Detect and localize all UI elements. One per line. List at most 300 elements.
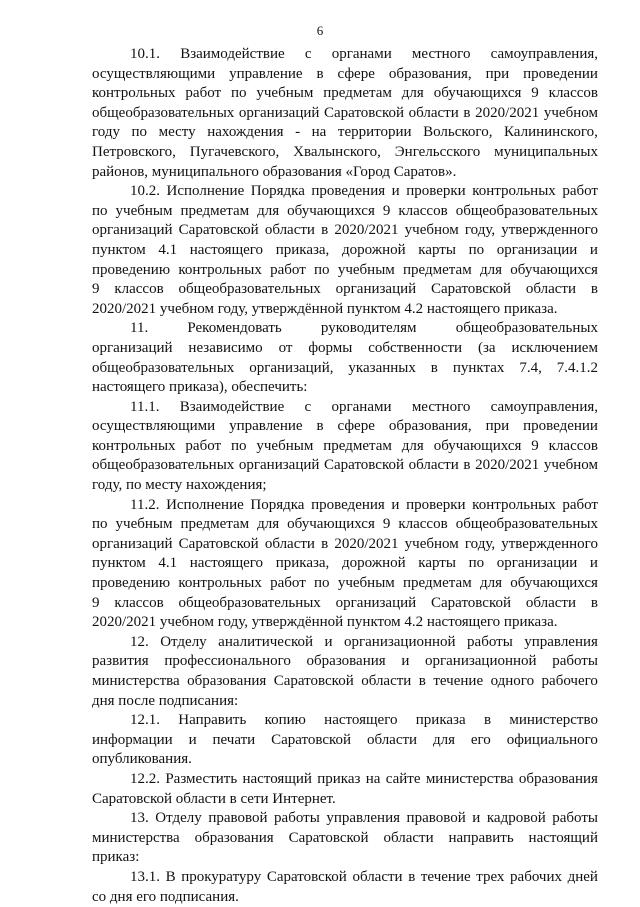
text-segment: пунктом [92, 555, 146, 572]
text-segment: по [468, 241, 485, 258]
text-segment: сфере [337, 418, 375, 435]
text-segment: области [264, 535, 315, 552]
text-segment: по [314, 261, 330, 278]
text-segment: муниципальных [494, 143, 598, 160]
text-segment: для [479, 261, 502, 278]
text-segment: при [485, 65, 510, 82]
text-segment: приказ [317, 770, 361, 787]
text-segment: организаций [238, 104, 320, 121]
text-segment: руководителям [320, 320, 417, 337]
text-segment: в [316, 418, 324, 435]
text-segment: и [391, 496, 400, 513]
text-line [92, 437, 598, 457]
text-segment: на [311, 124, 327, 141]
text-line [92, 574, 598, 594]
text-segment: Энгельсского [394, 143, 481, 160]
text-segment: настоящий [528, 829, 598, 846]
text-line [92, 104, 598, 124]
text-segment: общеобразовательных [92, 359, 235, 376]
text-segment: проведению [92, 261, 171, 278]
text-segment: проведению [92, 575, 171, 592]
text-segment: 4.1 [158, 241, 178, 258]
text-segment: независимо [188, 339, 263, 356]
text-segment: учебном [404, 222, 459, 239]
text-line [92, 241, 598, 261]
text-segment: Рекомендовать [187, 320, 282, 337]
text-segment: 12.1. [130, 712, 160, 729]
text-segment: обучающихся [433, 85, 522, 102]
text-segment: для [401, 85, 424, 102]
text-segment: предметам [323, 437, 392, 454]
text-segment: 7.4.1.2 [556, 359, 598, 376]
text-segment: министерства [425, 770, 514, 787]
text-line [92, 633, 598, 653]
text-segment: при [485, 418, 510, 435]
text-segment: настоящего [189, 555, 264, 572]
text-segment: общеобразовательных [178, 281, 321, 298]
text-segment: обучающихся [510, 575, 598, 592]
text-segment: местного [411, 398, 471, 415]
text-segment: области [264, 222, 315, 239]
text-segment: проведении [523, 65, 598, 82]
text-line [92, 261, 598, 281]
text-line [92, 848, 598, 868]
text-segment: 11.1. [130, 398, 160, 415]
text-segment: учебном [543, 457, 598, 474]
text-segment: проведении [523, 418, 598, 435]
text-segment: предметам [403, 261, 472, 278]
text-segment: году, [464, 222, 496, 239]
text-line [92, 554, 598, 574]
text-segment: учебным [256, 437, 314, 454]
text-segment: течение [420, 868, 471, 885]
text-segment: сайте [385, 770, 421, 787]
text-segment: году [92, 124, 120, 141]
text-segment: территории [337, 124, 412, 141]
text-segment: классов [548, 85, 598, 102]
text-segment: с [304, 398, 312, 415]
text-line [92, 182, 598, 202]
text-line [92, 143, 598, 163]
text-segment: самоуправления, [490, 398, 598, 415]
text-segment: сфере [337, 65, 375, 82]
text-segment: организаций [92, 339, 173, 356]
text-segment: 2020/2021 [334, 535, 399, 552]
text-segment: настоящий [242, 770, 312, 787]
text-segment: министерства [92, 673, 180, 689]
text-line [92, 594, 598, 614]
text-segment: классов [114, 594, 164, 611]
text-segment: дорожной [341, 555, 406, 572]
text-segment: аналитической [218, 633, 314, 650]
text-segment: организации [496, 555, 578, 572]
text-segment: по [131, 124, 148, 141]
text-segment: Порядка [250, 496, 305, 513]
text-segment: по [468, 555, 485, 572]
text-segment: организации [496, 241, 578, 258]
text-segment: Отделу [155, 810, 202, 827]
text-segment: 9 [531, 85, 539, 102]
text-segment: в [483, 712, 492, 729]
text-segment: собственности [368, 339, 463, 356]
text-segment: копию [264, 712, 306, 729]
text-segment: управление [229, 65, 303, 82]
text-segment: году, по месту нахождения; [92, 477, 267, 494]
text-segment: общеобразовательных [92, 104, 235, 121]
text-line [92, 339, 598, 359]
text-segment: проверки [406, 496, 466, 513]
text-segment: 9 [92, 281, 100, 298]
text-segment: 2020/2021 [334, 222, 399, 239]
text-line [92, 652, 598, 672]
text-segment: по [230, 85, 247, 102]
text-segment: осуществляющими [92, 65, 216, 82]
text-segment: области [408, 457, 459, 474]
text-line [92, 711, 598, 731]
text-segment: нахождения [207, 124, 284, 141]
text-segment: Саратовской [178, 535, 259, 552]
text-segment: - [295, 124, 301, 141]
text-segment: общеобразовательных [455, 320, 598, 337]
text-segment: обучающихся [287, 516, 375, 533]
text-segment: Разместить [165, 770, 238, 787]
text-segment: исключением [511, 339, 598, 356]
text-segment: 9 [382, 202, 391, 219]
text-line [92, 221, 598, 241]
text-segment: Саратовской [271, 731, 352, 748]
text-segment: 13.1. [130, 868, 160, 885]
text-segment: предметам [180, 516, 250, 533]
text-segment: органами [331, 398, 392, 415]
text-segment: учебном [543, 104, 598, 121]
text-segment: (за [477, 339, 496, 356]
text-segment: образования [187, 673, 267, 689]
text-segment: управления [524, 633, 598, 650]
text-segment: 10.2. [130, 183, 160, 200]
text-segment: работы [467, 633, 513, 650]
text-segment: общеобразовательных [92, 457, 235, 474]
text-segment: организаций [92, 222, 173, 239]
text-segment: работ [185, 85, 222, 102]
text-line [92, 280, 598, 300]
text-line [92, 672, 598, 692]
text-segment: министерство [509, 712, 598, 729]
text-segment: Направить [178, 712, 247, 729]
text-segment: органами [331, 46, 392, 62]
text-segment: контрольных [178, 575, 262, 592]
text-segment: 2020/2021 учебном году, утверждённой пунктом 4.2 настоящего приказа. [92, 614, 558, 631]
text-segment: общеобразовательных [178, 594, 321, 611]
text-segment: месту [158, 124, 196, 141]
text-segment: опубликования. [92, 751, 192, 768]
text-segment: развития [92, 653, 149, 670]
text-line [92, 319, 598, 339]
text-segment: официального [506, 731, 598, 748]
text-segment: осуществляющими [92, 418, 216, 435]
text-segment: 13. [130, 810, 149, 827]
text-segment: 11.2. [130, 496, 160, 513]
text-segment: Саратовской [431, 594, 512, 611]
document-body [92, 45, 598, 907]
text-segment: предметам [323, 85, 392, 102]
text-segment: в [590, 281, 598, 298]
text-segment: предметам [180, 202, 250, 219]
text-segment: Исполнение [166, 183, 245, 200]
text-segment: В [165, 868, 176, 885]
text-line [92, 398, 598, 418]
text-segment: организаций [335, 594, 417, 611]
text-segment: Саратовской области в сети Интернет. [92, 790, 336, 807]
text-segment: 7.4, [519, 359, 542, 376]
text-segment: и [188, 731, 197, 748]
text-segment: для [479, 575, 502, 592]
text-segment: 9 [531, 437, 539, 454]
text-segment: Взаимодействие [180, 46, 285, 62]
text-segment: работ [562, 496, 598, 513]
text-segment: области [352, 868, 403, 885]
text-segment: 10.1. [130, 46, 160, 62]
text-segment: классов [548, 437, 598, 454]
text-segment: году, [464, 535, 496, 552]
text-line [92, 456, 598, 476]
text-segment: Пугачевского, [189, 143, 280, 160]
text-segment: образования [518, 770, 598, 787]
text-line [92, 417, 598, 437]
text-segment: общеобразовательных [455, 516, 598, 533]
text-segment: рабочих [510, 868, 563, 885]
text-segment: работы [552, 653, 598, 670]
text-segment: Порядка [250, 183, 305, 200]
text-segment: для [401, 437, 424, 454]
text-line [92, 378, 598, 398]
text-segment: работы [552, 810, 598, 827]
text-line [92, 123, 598, 143]
text-line [92, 692, 598, 712]
text-line [92, 515, 598, 535]
text-segment: 4.1 [158, 555, 178, 572]
text-segment: Взаимодействие [179, 398, 285, 415]
text-segment: учебным [337, 575, 395, 592]
text-segment: области [525, 281, 577, 298]
text-segment: в [463, 457, 471, 474]
text-segment: карты [418, 555, 456, 572]
text-segment: в [590, 594, 598, 611]
text-line [92, 809, 598, 829]
text-segment: приказа, [275, 241, 330, 258]
text-segment: 9 [92, 594, 100, 611]
text-segment: Саратовской [288, 829, 369, 846]
text-segment: трех [476, 868, 505, 885]
text-segment: контрольных [92, 85, 176, 102]
text-line [92, 731, 598, 751]
text-segment: Калининского, [504, 124, 598, 141]
text-segment: местного [411, 46, 471, 62]
text-segment: пунктом [92, 241, 146, 258]
text-segment: в [408, 868, 416, 885]
text-segment: работы [274, 810, 320, 827]
text-segment: и [401, 653, 410, 670]
text-segment: контрольных [178, 261, 262, 278]
text-segment: по [92, 516, 108, 533]
text-segment: учебным [115, 516, 173, 533]
text-segment: 9 [382, 516, 391, 533]
text-segment: организаций [92, 535, 173, 552]
text-segment: классов [114, 281, 164, 298]
text-segment: информации [92, 731, 173, 748]
text-segment: и [391, 183, 400, 200]
text-segment: общеобразовательных [455, 202, 598, 219]
text-segment: со дня его подписания. [92, 888, 239, 905]
text-line [92, 496, 598, 516]
text-segment: контрольных [472, 183, 556, 200]
text-segment: 12.2. [130, 770, 160, 787]
text-segment: 11. [130, 320, 149, 337]
text-segment: контрольных [92, 437, 176, 454]
text-segment: организаций, [249, 359, 334, 376]
text-segment: и [472, 810, 481, 827]
text-segment: по [92, 202, 108, 219]
text-segment: проведения [311, 496, 385, 513]
text-segment: обучающихся [433, 437, 522, 454]
text-segment: в [321, 222, 329, 239]
text-segment: Отделу [160, 633, 207, 650]
text-segment: министерства [92, 829, 180, 846]
text-segment: организаций [238, 457, 320, 474]
text-segment: образования, [388, 418, 472, 435]
text-line [92, 888, 598, 907]
text-segment: и [589, 555, 598, 572]
text-line [92, 770, 598, 790]
text-segment: 12. [130, 633, 149, 650]
text-segment: кадровой [486, 810, 546, 827]
text-segment: учебным [337, 261, 395, 278]
text-segment: учебным [115, 202, 173, 219]
text-segment: карты [418, 241, 456, 258]
text-segment: в [463, 104, 471, 121]
text-segment: формы [308, 339, 353, 356]
text-segment: области [361, 673, 412, 689]
text-segment: работ [562, 183, 598, 200]
text-segment: на [365, 770, 381, 787]
text-segment: учебном [404, 535, 459, 552]
text-line [92, 65, 598, 85]
text-segment: районов, муниципального образования «Город Саратов». [92, 163, 457, 180]
text-segment: в [316, 65, 324, 82]
text-segment: Саратовской [266, 868, 347, 885]
text-segment: управление [229, 418, 303, 435]
text-segment: дней [567, 868, 598, 885]
text-segment: настоящего [189, 241, 264, 258]
text-segment: проверки [406, 183, 466, 200]
text-line [92, 829, 598, 849]
text-segment: рабочего [541, 673, 598, 689]
text-segment: его [470, 731, 491, 748]
text-segment: указанных [348, 359, 416, 376]
text-segment: предметам [403, 575, 472, 592]
text-segment: правовой [406, 810, 466, 827]
text-segment: прокуратуру [181, 868, 262, 885]
text-line [92, 45, 598, 65]
text-segment: 2020/2021 [475, 457, 540, 474]
text-segment: утвержденного [501, 222, 598, 239]
text-segment: в [430, 359, 438, 376]
text-segment: образования [306, 653, 386, 670]
text-segment: и [589, 241, 598, 258]
text-segment: управления [326, 810, 400, 827]
text-segment: области [408, 104, 459, 121]
text-segment: образования, [388, 65, 472, 82]
text-segment: контрольных [472, 496, 556, 513]
text-segment: области [383, 829, 434, 846]
text-line [92, 84, 598, 104]
text-segment: самоуправления, [490, 46, 598, 62]
text-segment: по [314, 575, 330, 592]
text-segment: организаций [335, 281, 417, 298]
text-segment: Саратовской [324, 104, 405, 121]
text-segment: печати [212, 731, 256, 748]
text-segment: Саратовской [324, 457, 405, 474]
text-segment: приказ: [92, 849, 140, 866]
text-segment: профессионального [164, 653, 291, 670]
text-segment: проведения [311, 183, 386, 200]
text-segment: классов [398, 516, 448, 533]
text-segment: обучающихся [287, 202, 375, 219]
text-segment: настоящего [324, 712, 398, 729]
text-segment: правовой [208, 810, 268, 827]
text-segment: работ [270, 261, 306, 278]
text-segment: работ [185, 437, 222, 454]
text-segment: для [257, 516, 280, 533]
text-segment: дорожной [341, 241, 406, 258]
text-line [92, 790, 598, 810]
text-segment: одного [490, 673, 535, 689]
text-segment: Саратовской [431, 281, 512, 298]
page-number: 6 [316, 23, 324, 38]
text-segment: от [278, 339, 293, 356]
text-segment: приказа, [275, 555, 330, 572]
text-segment: Саратовской [273, 673, 354, 689]
text-segment: утвержденного [501, 535, 598, 552]
text-segment: работ [270, 575, 306, 592]
text-segment: учебным [256, 85, 314, 102]
text-segment: дня после подписания: [92, 692, 239, 709]
text-segment: приказа [415, 712, 466, 729]
text-segment: области [366, 731, 418, 748]
text-segment: для [257, 202, 280, 219]
text-segment: образования [194, 829, 274, 846]
text-segment: 2020/2021 [475, 104, 540, 121]
text-line [92, 535, 598, 555]
text-line [92, 202, 598, 222]
text-segment: в [321, 535, 329, 552]
text-segment: Вольского, [423, 124, 493, 141]
text-segment: области [525, 594, 577, 611]
text-segment: по [230, 437, 247, 454]
text-segment: обучающихся [510, 261, 598, 278]
text-segment: в [418, 673, 426, 689]
text-segment: организационной [343, 633, 456, 650]
text-line [92, 476, 598, 496]
text-line [92, 163, 598, 183]
text-segment: Хвалынского, [293, 143, 381, 160]
text-segment: для [432, 731, 455, 748]
text-segment: и [324, 633, 333, 650]
text-segment: настоящего приказа), обеспечить: [92, 379, 308, 396]
text-segment: классов [398, 202, 448, 219]
text-line [92, 359, 598, 379]
text-segment: течение [433, 673, 484, 689]
text-line [92, 868, 598, 888]
